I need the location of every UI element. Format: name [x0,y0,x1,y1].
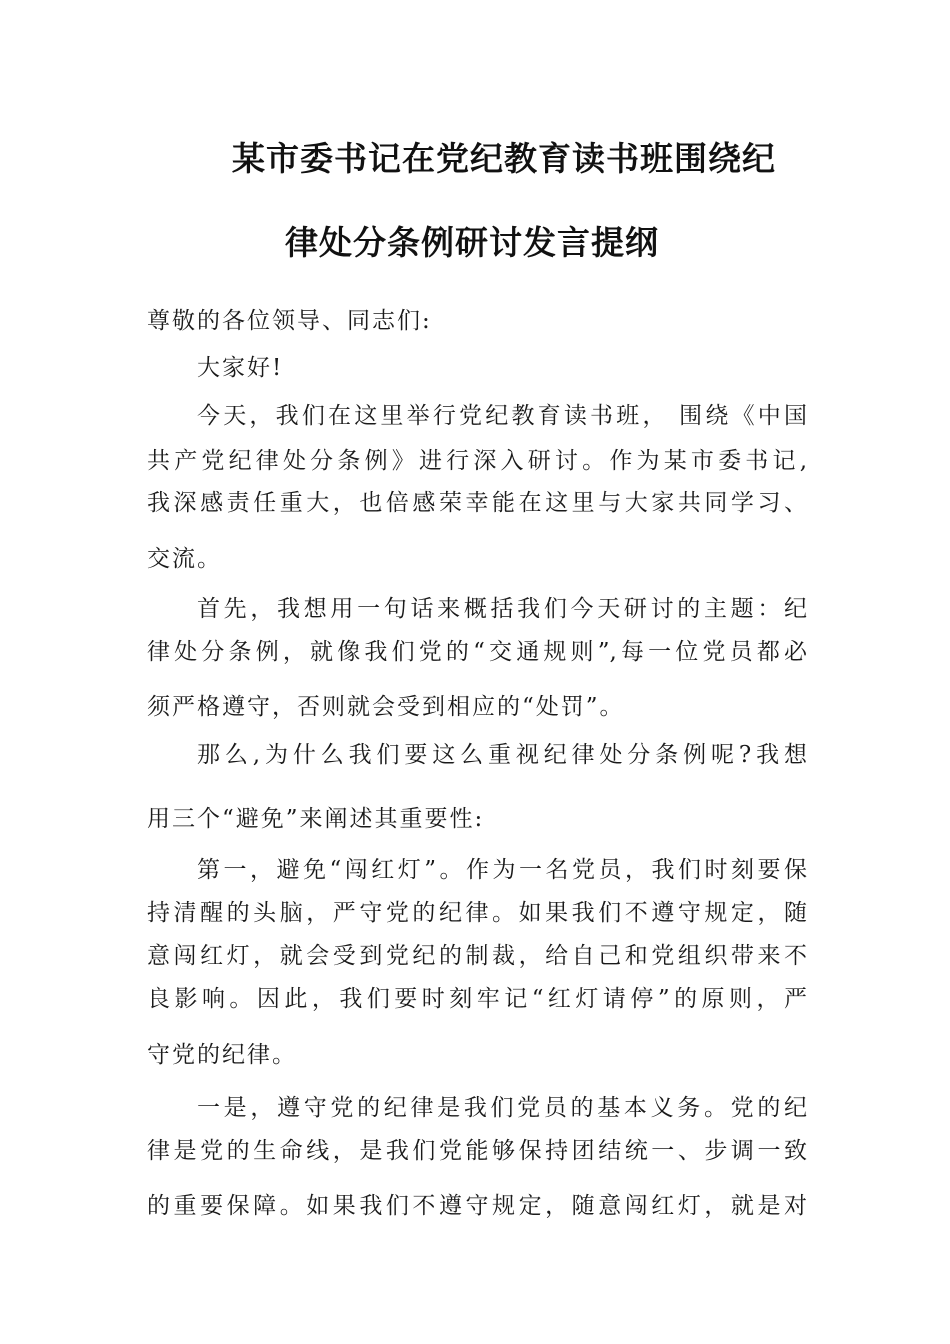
paragraph-line: 第一，避免“闯红灯”。作为一名党员，我们时刻要保 [197,857,807,883]
paragraph-line: 一是，遵守党的纪律是我们党员的基本义务。党的纪 [197,1095,807,1121]
document-title-line-2: 律处分条例研讨发言提纲 [285,223,659,262]
paragraph-line: 守党的纪律。 [147,1042,297,1068]
paragraph-line: 须严格遵守，否则就会受到相应的“处罚”。 [147,694,625,720]
paragraph-line: 良影响。因此，我们要时刻牢记“红灯请停”的原则，严 [147,986,807,1012]
salutation: 尊敬的各位领导、同志们: [147,308,432,334]
paragraph-line: 意闯红灯，就会受到党纪的制裁，给自己和党组织带来不 [147,943,807,969]
paragraph-line: 律处分条例，就像我们党的“交通规则”,每一位党员都必 [147,639,807,665]
paragraph-line: 律是党的生命线，是我们党能够保持团结统一、步调一致 [147,1138,807,1164]
paragraph-line: 那么,为什么我们要这么重视纪律处分条例呢?我想 [197,742,807,768]
paragraph-line: 交流。 [147,546,222,572]
paragraph-line: 今天，我们在这里举行党纪教育读书班， 围绕《中国 [197,403,807,429]
document-title-line-1: 某市委书记在党纪教育读书班围绕纪 [232,139,776,178]
paragraph-line: 我深感责任重大，也倍感荣幸能在这里与大家共同学习、 [147,490,807,516]
paragraph-line: 的重要保障。如果我们不遵守规定，随意闯红灯，就是对 [147,1193,807,1219]
paragraph-line: 共产党纪律处分条例》进行深入研讨。作为某市委书记, [147,448,807,474]
paragraph-line: 持清醒的头脑，严守党的纪律。如果我们不遵守规定，随 [147,900,807,926]
greeting: 大家好! [197,355,284,381]
paragraph-line: 用三个“避免”来阐述其重要性: [147,806,485,832]
paragraph-line: 首先，我想用一句话来概括我们今天研讨的主题：纪 [197,596,807,622]
